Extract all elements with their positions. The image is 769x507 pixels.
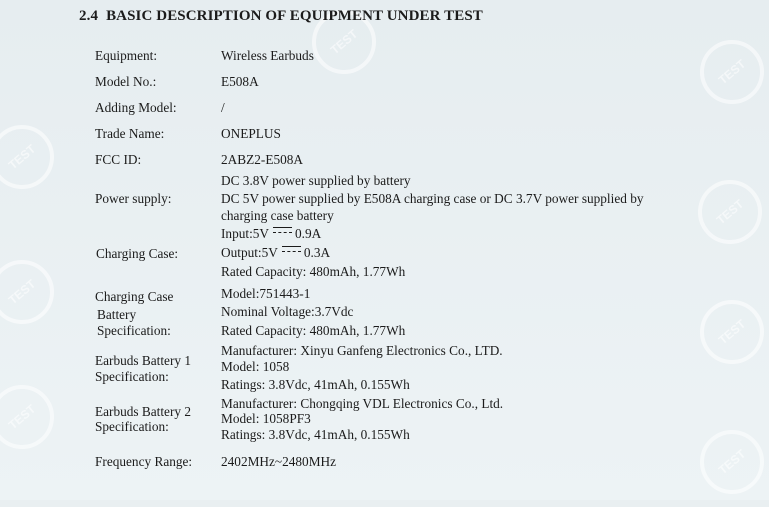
power-supply-line: charging case battery bbox=[221, 208, 334, 223]
power-supply-line: DC 5V power supplied by E508A charging case or DC 3.7V power supplied by bbox=[221, 191, 644, 206]
charging-case-output bbox=[221, 244, 330, 261]
watermark-stamp: TEST bbox=[299, 0, 389, 87]
watermark-stamp: TEST bbox=[687, 417, 769, 507]
earbuds-battery-1-line: Model: 1058 bbox=[221, 359, 290, 374]
watermark-stamp: TEST bbox=[687, 287, 769, 377]
charging-case-battery-label: Battery bbox=[97, 307, 137, 322]
earbuds-battery-2-label: Earbuds Battery 2 bbox=[95, 404, 192, 419]
earbuds-battery-2-line: Ratings: 3.8Vdc, 41mAh, 0.155Wh bbox=[221, 427, 410, 442]
earbuds-battery-2-line: Model: 1058PF3 bbox=[221, 411, 311, 426]
output-prefix: Output:5V bbox=[221, 245, 278, 260]
adding-model-label: Adding Model: bbox=[95, 100, 177, 115]
charging-case-input bbox=[221, 225, 321, 242]
output-value: 0.3A bbox=[303, 245, 331, 260]
trade-name-label: Trade Name: bbox=[95, 126, 165, 141]
charging-case-label: Charging Case: bbox=[96, 246, 179, 261]
earbuds-battery-1-line: Ratings: 3.8Vdc, 41mAh, 0.155Wh bbox=[221, 377, 410, 392]
frequency-range-label: Frequency Range: bbox=[95, 454, 193, 469]
watermark-stamp: TEST bbox=[0, 372, 67, 462]
trade-name-value: ONEPLUS bbox=[221, 126, 281, 141]
power-supply-line: DC 3.8V power supplied by battery bbox=[221, 173, 411, 188]
fcc-id-value: 2ABZ2-E508A bbox=[221, 152, 303, 167]
charging-case-battery-line: Model:751443-1 bbox=[221, 286, 311, 301]
earbuds-battery-1-line: Manufacturer: Xinyu Ganfeng Electronics Co., LTD. bbox=[221, 343, 503, 358]
earbuds-battery-2-label: Specification: bbox=[95, 419, 169, 434]
fcc-id-label: FCC ID: bbox=[95, 152, 142, 167]
dc-symbol-icon bbox=[282, 246, 301, 254]
earbuds-battery-1-label: Specification: bbox=[95, 369, 169, 384]
section-heading bbox=[79, 8, 483, 25]
charging-case-battery-line: Nominal Voltage:3.7Vdc bbox=[221, 304, 354, 319]
frequency-range-value: 2402MHz~2480MHz bbox=[221, 454, 337, 469]
model-no-value: E508A bbox=[221, 74, 259, 89]
watermark-stamp: TEST bbox=[0, 112, 67, 202]
equipment-value: Wireless Earbuds bbox=[221, 48, 314, 63]
model-no-label: Model No.: bbox=[95, 74, 157, 89]
adding-model-value: / bbox=[221, 100, 225, 115]
earbuds-battery-1-label: Earbuds Battery 1 bbox=[95, 353, 192, 368]
watermark-stamp: TEST bbox=[685, 167, 769, 257]
earbuds-battery-2-line: Manufacturer: Chongqing VDL Electronics Co., Ltd. bbox=[221, 396, 504, 411]
watermark-stamp: TEST bbox=[0, 247, 67, 337]
watermark-stamp: TEST bbox=[687, 27, 769, 117]
input-prefix: Input:5V bbox=[221, 226, 270, 241]
equipment-label: Equipment: bbox=[95, 48, 158, 63]
section-title-text: BASIC DESCRIPTION OF EQUIPMENT UNDER TEST bbox=[106, 8, 483, 24]
section-number: 2.4 bbox=[79, 8, 99, 24]
charging-case-capacity: Rated Capacity: 480mAh, 1.77Wh bbox=[221, 264, 406, 279]
input-value: 0.9A bbox=[295, 226, 322, 241]
dc-symbol-icon bbox=[273, 227, 292, 235]
charging-case-battery-label: Charging Case bbox=[95, 289, 174, 304]
power-supply-label: Power supply: bbox=[95, 191, 172, 206]
charging-case-battery-label: Specification: bbox=[97, 323, 171, 338]
charging-case-battery-line: Rated Capacity: 480mAh, 1.77Wh bbox=[221, 323, 406, 338]
